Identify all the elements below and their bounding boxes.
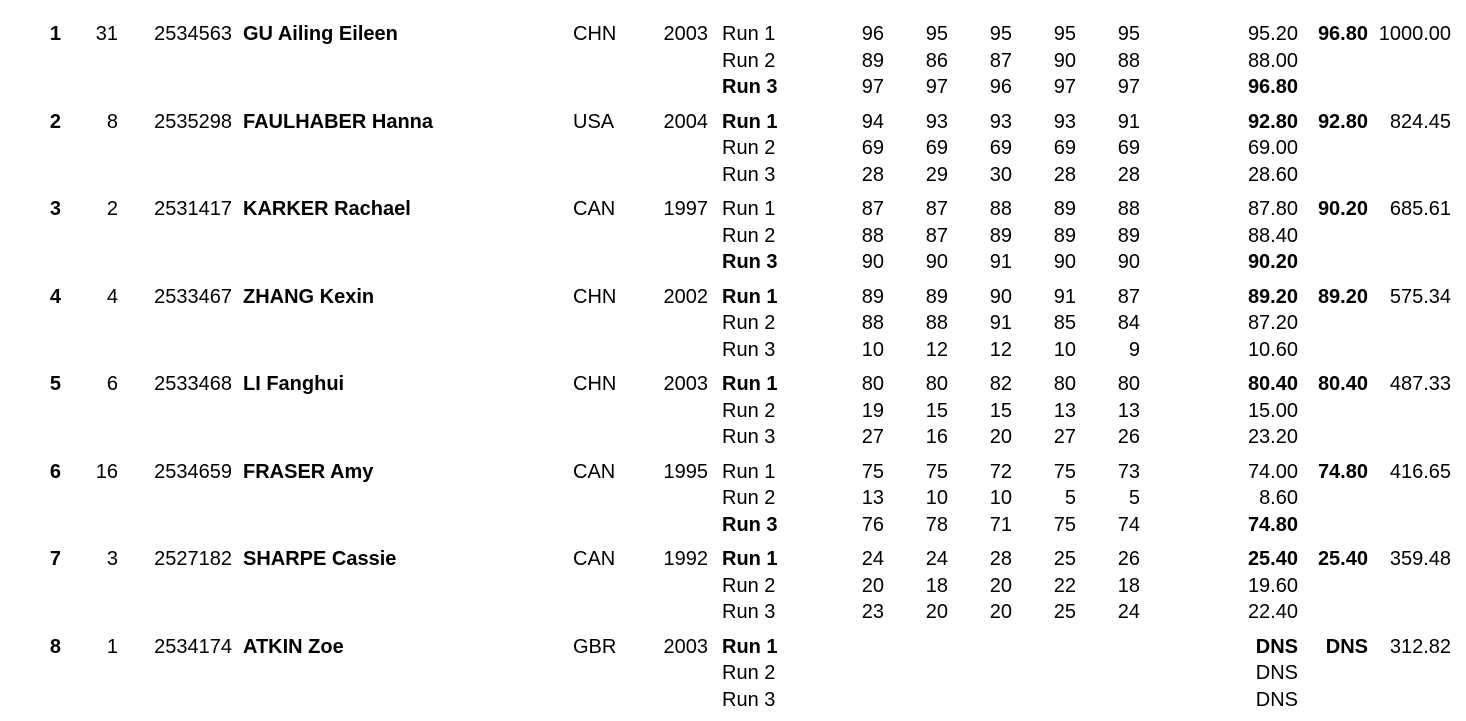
run-score: 87.80 — [1216, 196, 1298, 223]
judge-score: 10 — [840, 337, 884, 364]
points: 575.34 — [1370, 284, 1451, 311]
judge-score: 76 — [840, 512, 884, 539]
judge-score: 91 — [968, 249, 1012, 276]
run-line — [0, 660, 1466, 687]
fis-code: 2535298 — [136, 109, 232, 136]
run-line — [0, 634, 1466, 661]
judge-score: 15 — [904, 398, 948, 425]
best-score: 96.80 — [1300, 21, 1368, 48]
judge-score: 26 — [1096, 424, 1140, 451]
judge-score: 89 — [968, 223, 1012, 250]
judge-score: 9 — [1096, 337, 1140, 364]
judge-score: 91 — [968, 310, 1012, 337]
judge-score: 89 — [1032, 223, 1076, 250]
year-of-birth: 2003 — [650, 634, 708, 661]
judge-score: 26 — [1096, 546, 1140, 573]
run-label: Run 2 — [722, 485, 822, 512]
year-of-birth: 2002 — [650, 284, 708, 311]
rank: 1 — [30, 21, 61, 48]
fis-code: 2534563 — [136, 21, 232, 48]
athlete-name: KARKER Rachael — [243, 196, 563, 223]
judge-score: 19 — [840, 398, 884, 425]
run-label: Run 2 — [722, 398, 822, 425]
judge-score: 90 — [840, 249, 884, 276]
athlete-name: GU Ailing Eileen — [243, 21, 563, 48]
judge-score: 80 — [904, 371, 948, 398]
run-line — [0, 21, 1466, 48]
judge-score: 80 — [1032, 371, 1076, 398]
run-label: Run 3 — [722, 687, 822, 714]
year-of-birth: 1992 — [650, 546, 708, 573]
judge-score: 10 — [904, 485, 948, 512]
judge-score: 75 — [904, 459, 948, 486]
best-score: 89.20 — [1300, 284, 1368, 311]
year-of-birth: 1995 — [650, 459, 708, 486]
judge-score: 88 — [840, 223, 884, 250]
run-label: Run 1 — [722, 196, 822, 223]
run-line — [0, 310, 1466, 337]
run-label: Run 2 — [722, 573, 822, 600]
run-label: Run 3 — [722, 74, 822, 101]
nation: CHN — [573, 21, 643, 48]
judge-score: 20 — [904, 599, 948, 626]
run-line — [0, 424, 1466, 451]
judge-score: 95 — [904, 21, 948, 48]
rank: 3 — [30, 196, 61, 223]
points: 1000.00 — [1370, 21, 1451, 48]
judge-score: 95 — [1032, 21, 1076, 48]
judge-score: 75 — [840, 459, 884, 486]
judge-score: 78 — [904, 512, 948, 539]
judge-score: 27 — [1032, 424, 1076, 451]
judge-score: 80 — [840, 371, 884, 398]
run-line — [0, 512, 1466, 539]
judge-score: 69 — [840, 135, 884, 162]
run-label: Run 1 — [722, 546, 822, 573]
judge-score: 87 — [840, 196, 884, 223]
bib-number: 6 — [72, 371, 118, 398]
judge-score: 24 — [840, 546, 884, 573]
run-score: 74.00 — [1216, 459, 1298, 486]
run-score: 28.60 — [1216, 162, 1298, 189]
run-score: 89.20 — [1216, 284, 1298, 311]
run-score: DNS — [1216, 634, 1298, 661]
run-label: Run 2 — [722, 135, 822, 162]
athlete-name: LI Fanghui — [243, 371, 563, 398]
judge-score: 27 — [840, 424, 884, 451]
judge-score: 82 — [968, 371, 1012, 398]
judge-score: 18 — [904, 573, 948, 600]
judge-score: 20 — [840, 573, 884, 600]
judge-score: 5 — [1032, 485, 1076, 512]
run-line — [0, 284, 1466, 311]
nation: CAN — [573, 546, 643, 573]
judge-score: 89 — [1032, 196, 1076, 223]
judge-score: 12 — [904, 337, 948, 364]
judge-score: 18 — [1096, 573, 1140, 600]
judge-score: 96 — [968, 74, 1012, 101]
judge-score: 28 — [840, 162, 884, 189]
judge-score: 89 — [840, 48, 884, 75]
best-score: 25.40 — [1300, 546, 1368, 573]
judge-score: 29 — [904, 162, 948, 189]
run-line — [0, 196, 1466, 223]
judge-score: 90 — [1032, 249, 1076, 276]
judge-score: 90 — [1032, 48, 1076, 75]
best-score: 92.80 — [1300, 109, 1368, 136]
run-score: 88.00 — [1216, 48, 1298, 75]
judge-score: 88 — [1096, 196, 1140, 223]
rank: 8 — [30, 634, 61, 661]
run-line — [0, 162, 1466, 189]
run-score: 74.80 — [1216, 512, 1298, 539]
run-score: DNS — [1216, 687, 1298, 714]
judge-score: 88 — [1096, 48, 1140, 75]
run-score: 96.80 — [1216, 74, 1298, 101]
run-line — [0, 485, 1466, 512]
run-label: Run 2 — [722, 223, 822, 250]
athlete-name: ZHANG Kexin — [243, 284, 563, 311]
run-label: Run 3 — [722, 512, 822, 539]
run-label: Run 2 — [722, 660, 822, 687]
rank: 6 — [30, 459, 61, 486]
run-score: 25.40 — [1216, 546, 1298, 573]
year-of-birth: 2004 — [650, 109, 708, 136]
judge-score: 91 — [1032, 284, 1076, 311]
judge-score: 28 — [1096, 162, 1140, 189]
judge-score: 87 — [904, 196, 948, 223]
year-of-birth: 1997 — [650, 196, 708, 223]
judge-score: 84 — [1096, 310, 1140, 337]
run-line — [0, 48, 1466, 75]
judge-score: 87 — [968, 48, 1012, 75]
judge-score: 72 — [968, 459, 1012, 486]
judge-score: 28 — [1032, 162, 1076, 189]
judge-score: 25 — [1032, 599, 1076, 626]
nation: GBR — [573, 634, 643, 661]
judge-score: 94 — [840, 109, 884, 136]
athlete-name: FRASER Amy — [243, 459, 563, 486]
athlete-row — [0, 459, 1466, 547]
run-score: 22.40 — [1216, 599, 1298, 626]
bib-number: 1 — [72, 634, 118, 661]
judge-score: 87 — [1096, 284, 1140, 311]
bib-number: 3 — [72, 546, 118, 573]
judge-score: 74 — [1096, 512, 1140, 539]
nation: CHN — [573, 284, 643, 311]
run-line — [0, 398, 1466, 425]
run-label: Run 3 — [722, 162, 822, 189]
judge-score: 73 — [1096, 459, 1140, 486]
judge-score: 97 — [840, 74, 884, 101]
judge-score: 89 — [904, 284, 948, 311]
best-score: 90.20 — [1300, 196, 1368, 223]
run-score: 69.00 — [1216, 135, 1298, 162]
judge-score: 20 — [968, 599, 1012, 626]
athlete-row — [0, 109, 1466, 197]
run-score: 8.60 — [1216, 485, 1298, 512]
run-label: Run 1 — [722, 284, 822, 311]
run-score: 92.80 — [1216, 109, 1298, 136]
run-score: 19.60 — [1216, 573, 1298, 600]
best-score: 74.80 — [1300, 459, 1368, 486]
judge-score: 93 — [968, 109, 1012, 136]
judge-score: 20 — [968, 424, 1012, 451]
nation: CAN — [573, 196, 643, 223]
points: 416.65 — [1370, 459, 1451, 486]
run-line — [0, 337, 1466, 364]
run-label: Run 3 — [722, 249, 822, 276]
rank: 7 — [30, 546, 61, 573]
judge-score: 10 — [1032, 337, 1076, 364]
run-score: 23.20 — [1216, 424, 1298, 451]
judge-score: 69 — [968, 135, 1012, 162]
judge-score: 15 — [968, 398, 1012, 425]
run-score: DNS — [1216, 660, 1298, 687]
judge-score: 22 — [1032, 573, 1076, 600]
judge-score: 95 — [968, 21, 1012, 48]
year-of-birth: 2003 — [650, 21, 708, 48]
run-score: 95.20 — [1216, 21, 1298, 48]
judge-score: 23 — [840, 599, 884, 626]
judge-score: 69 — [1096, 135, 1140, 162]
judge-score: 87 — [904, 223, 948, 250]
run-score: 80.40 — [1216, 371, 1298, 398]
fis-code: 2534659 — [136, 459, 232, 486]
judge-score: 71 — [968, 512, 1012, 539]
judge-score: 25 — [1032, 546, 1076, 573]
bib-number: 31 — [72, 21, 118, 48]
judge-score: 88 — [840, 310, 884, 337]
run-line — [0, 135, 1466, 162]
points: 312.82 — [1370, 634, 1451, 661]
nation: CAN — [573, 459, 643, 486]
judge-score: 97 — [1096, 74, 1140, 101]
fis-code: 2534174 — [136, 634, 232, 661]
best-score: 80.40 — [1300, 371, 1368, 398]
judge-score: 69 — [904, 135, 948, 162]
judge-score: 90 — [904, 249, 948, 276]
run-line — [0, 109, 1466, 136]
run-label: Run 3 — [722, 599, 822, 626]
judge-score: 10 — [968, 485, 1012, 512]
fis-code: 2533468 — [136, 371, 232, 398]
run-label: Run 3 — [722, 337, 822, 364]
athlete-row — [0, 634, 1466, 721]
run-score: 10.60 — [1216, 337, 1298, 364]
run-line — [0, 74, 1466, 101]
points: 359.48 — [1370, 546, 1451, 573]
judge-score: 88 — [968, 196, 1012, 223]
rank: 2 — [30, 109, 61, 136]
run-line — [0, 459, 1466, 486]
year-of-birth: 2003 — [650, 371, 708, 398]
bib-number: 8 — [72, 109, 118, 136]
run-line — [0, 223, 1466, 250]
athlete-name: SHARPE Cassie — [243, 546, 563, 573]
run-line — [0, 573, 1466, 600]
judge-score: 89 — [1096, 223, 1140, 250]
run-score: 87.20 — [1216, 310, 1298, 337]
run-label: Run 3 — [722, 424, 822, 451]
run-label: Run 1 — [722, 371, 822, 398]
bib-number: 4 — [72, 284, 118, 311]
judge-score: 96 — [840, 21, 884, 48]
judge-score: 93 — [904, 109, 948, 136]
run-score: 90.20 — [1216, 249, 1298, 276]
judge-score: 69 — [1032, 135, 1076, 162]
judge-score: 30 — [968, 162, 1012, 189]
bib-number: 2 — [72, 196, 118, 223]
judge-score: 90 — [1096, 249, 1140, 276]
judge-score: 89 — [840, 284, 884, 311]
run-score: 15.00 — [1216, 398, 1298, 425]
judge-score: 5 — [1096, 485, 1140, 512]
run-label: Run 1 — [722, 459, 822, 486]
rank: 4 — [30, 284, 61, 311]
run-label: Run 1 — [722, 21, 822, 48]
points: 487.33 — [1370, 371, 1451, 398]
run-label: Run 2 — [722, 48, 822, 75]
rank: 5 — [30, 371, 61, 398]
fis-code: 2527182 — [136, 546, 232, 573]
judge-score: 88 — [904, 310, 948, 337]
judge-score: 28 — [968, 546, 1012, 573]
judge-score: 75 — [1032, 512, 1076, 539]
run-score: 88.40 — [1216, 223, 1298, 250]
judge-score: 75 — [1032, 459, 1076, 486]
athlete-name: ATKIN Zoe — [243, 634, 563, 661]
judge-score: 80 — [1096, 371, 1140, 398]
athlete-row — [0, 284, 1466, 372]
run-line — [0, 599, 1466, 626]
athlete-row — [0, 371, 1466, 459]
judge-score: 12 — [968, 337, 1012, 364]
judge-score: 86 — [904, 48, 948, 75]
judge-score: 13 — [1032, 398, 1076, 425]
athlete-name: FAULHABER Hanna — [243, 109, 563, 136]
best-score: DNS — [1300, 634, 1368, 661]
nation: USA — [573, 109, 643, 136]
judge-score: 97 — [904, 74, 948, 101]
judge-score: 93 — [1032, 109, 1076, 136]
judge-score: 20 — [968, 573, 1012, 600]
judge-score: 16 — [904, 424, 948, 451]
judge-score: 13 — [840, 485, 884, 512]
nation: CHN — [573, 371, 643, 398]
run-line — [0, 371, 1466, 398]
athlete-row — [0, 546, 1466, 634]
run-line — [0, 687, 1466, 714]
run-line — [0, 546, 1466, 573]
fis-code: 2533467 — [136, 284, 232, 311]
judge-score: 13 — [1096, 398, 1140, 425]
run-label: Run 1 — [722, 634, 822, 661]
run-label: Run 1 — [722, 109, 822, 136]
run-label: Run 2 — [722, 310, 822, 337]
athlete-row — [0, 21, 1466, 109]
judge-score: 85 — [1032, 310, 1076, 337]
judge-score: 95 — [1096, 21, 1140, 48]
judge-score: 24 — [904, 546, 948, 573]
bib-number: 16 — [72, 459, 118, 486]
judge-score: 91 — [1096, 109, 1140, 136]
fis-code: 2531417 — [136, 196, 232, 223]
points: 824.45 — [1370, 109, 1451, 136]
points: 685.61 — [1370, 196, 1451, 223]
judge-score: 24 — [1096, 599, 1140, 626]
judge-score: 97 — [1032, 74, 1076, 101]
run-line — [0, 249, 1466, 276]
judge-score: 90 — [968, 284, 1012, 311]
athlete-row — [0, 196, 1466, 284]
